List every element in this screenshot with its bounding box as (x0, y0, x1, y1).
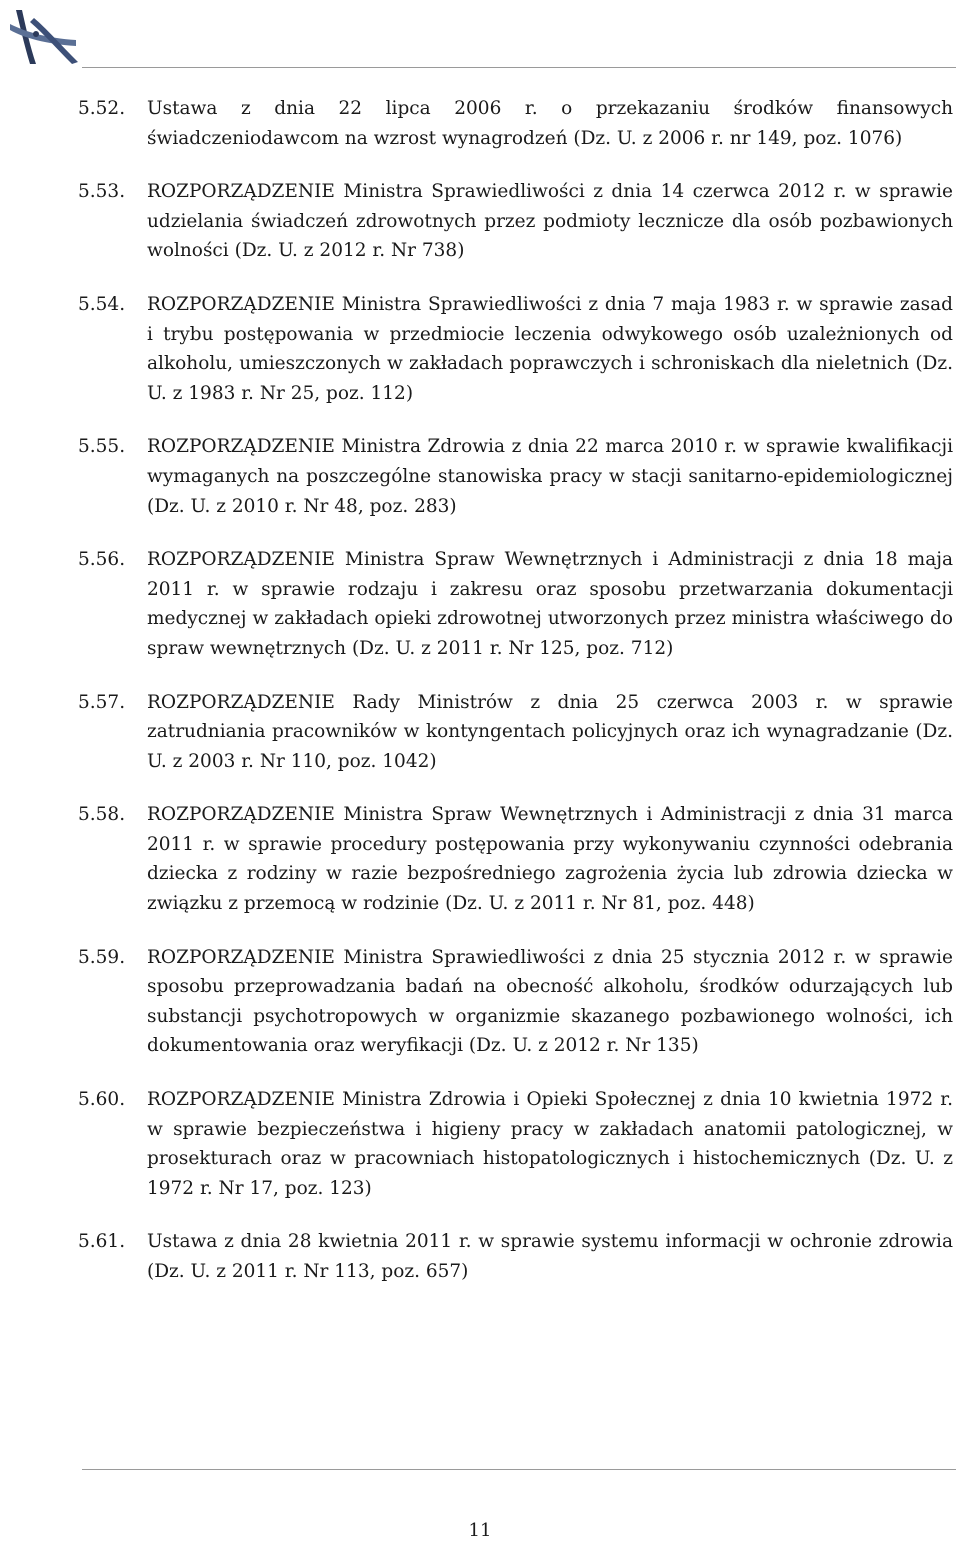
list-item (78, 177, 953, 266)
list-item (78, 943, 953, 1061)
list-item (78, 432, 953, 521)
item-text: ROZPORZĄDZENIE Ministra Zdrowia z dnia 22 marca 2010 r. w sprawie kwalifikacji wymaganych na poszczególne stanowiska pracy w stacji sanitarno-epidemiologicznej (Dz. U. z 2010 r. Nr 48, poz. 283) (147, 436, 953, 517)
item-text: Ustawa z dnia 28 kwietnia 2011 r. w sprawie systemu informacji w ochronie zdrowia (Dz. U. z 2011 r. Nr 113, poz. 657) (147, 1231, 953, 1282)
list-item (78, 1227, 953, 1286)
sailing-mark-logo (6, 4, 82, 70)
item-number: 5.54. (78, 293, 126, 315)
item-number: 5.61. (78, 1231, 126, 1253)
item-text: ROZPORZĄDZENIE Ministra Sprawiedliwości z dnia 7 maja 1983 r. w sprawie zasad i trybu postępowania w przedmiocie leczenia odwykowego osób uzależnionych od alkoholu, umieszczonych w zakładach poprawczych i schroniskach dla nieletnich (Dz. U. z 1983 r. Nr 25, poz. 112) (147, 293, 953, 404)
header-rule (82, 67, 956, 68)
legislation-list (78, 94, 953, 1311)
item-text: ROZPORZĄDZENIE Ministra Zdrowia i Opieki Społecznej z dnia 10 kwietnia 1972 r. w sprawie bezpieczeństwa i higieny pracy w zakładach anatomii patologicznej, w prosekturach oraz w pracowniach histopatologicznych i histochemicznych (Dz. U. z 1972 r. Nr 17, poz. 123) (147, 1089, 953, 1199)
item-number: 5.56. (78, 549, 126, 571)
list-item (78, 290, 953, 408)
item-number: 5.58. (78, 804, 126, 826)
item-text: ROZPORZĄDZENIE Ministra Spraw Wewnętrznych i Administracji z dnia 31 marca 2011 r. w sprawie procedury postępowania przy wykonywaniu czynności odebrania dziecka z rodziny w razie bezpośredniego zagrożenia życia lub zdrowia dziecka w związku z przemocą w rodzinie (Dz. U. z 2011 r. Nr 81, poz. 448) (147, 804, 953, 915)
item-text: ROZPORZĄDZENIE Ministra Spraw Wewnętrznych i Administracji z dnia 18 maja 2011 r. w sprawie rodzaju i zakresu oraz sposobu przetwarzania dokumentacji medycznej w zakładach opieki zdrowotnej utworzonych przez ministra właściwego do spraw wewnętrznych (Dz. U. z 2011 r. Nr 125, poz. 712) (147, 549, 953, 659)
item-number: 5.52. (78, 98, 126, 119)
item-number: 5.53. (78, 181, 126, 203)
item-number: 5.57. (78, 691, 126, 713)
item-number: 5.59. (78, 946, 126, 968)
item-number: 5.55. (78, 436, 126, 458)
page-number: 11 (468, 1520, 492, 1541)
item-text: Ustawa z dnia 22 lipca 2006 r. o przekazaniu środków finansowych świadczeniodawcom na wzrost wynagrodzeń (Dz. U. z 2006 r. nr 149, poz. 1076) (147, 98, 953, 149)
list-item (78, 800, 953, 918)
item-number: 5.60. (78, 1089, 126, 1111)
item-text: ROZPORZĄDZENIE Ministra Sprawiedliwości z dnia 14 czerwca 2012 r. w sprawie udzielania świadczeń zdrowotnych przez podmioty lecznicze dla osób pozbawionych wolności (Dz. U. z 2012 r. Nr 738) (147, 181, 953, 262)
list-item (78, 94, 953, 153)
list-item (78, 545, 953, 663)
footer-rule (82, 1469, 956, 1470)
list-item (78, 688, 953, 777)
item-text: ROZPORZĄDZENIE Ministra Sprawiedliwości z dnia 25 stycznia 2012 r. w sprawie sposobu przeprowadzania badań na obecność alkoholu, środków odurzających lub substancji psychotropowych w organizmie skazanego pozbawionego wolności, ich dokumentowania oraz weryfikacji (Dz. U. z 2012 r. Nr 135) (147, 946, 953, 1057)
list-item (78, 1085, 953, 1203)
item-text: ROZPORZĄDZENIE Rady Ministrów z dnia 25 czerwca 2003 r. w sprawie zatrudniania pracowników w kontyngentach policyjnych oraz ich wynagradzanie (Dz. U. z 2003 r. Nr 110, poz. 1042) (147, 691, 953, 772)
